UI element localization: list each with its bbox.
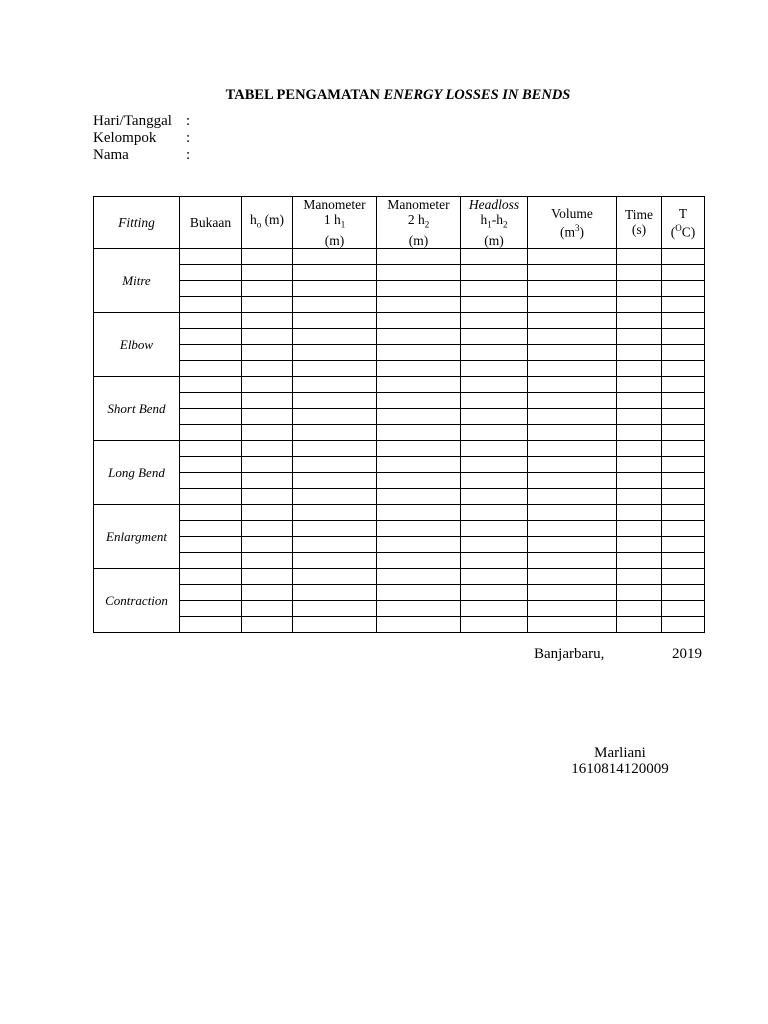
data-cell[interactable] <box>377 504 461 520</box>
data-cell[interactable] <box>293 344 377 360</box>
data-cell[interactable] <box>293 472 377 488</box>
info-row-date <box>93 113 190 130</box>
data-cell[interactable] <box>180 504 242 520</box>
data-cell[interactable] <box>662 616 705 632</box>
data-cell[interactable] <box>528 312 617 328</box>
table-row <box>94 296 705 312</box>
info-row-group <box>93 130 190 147</box>
data-cell[interactable] <box>617 264 662 280</box>
table-row <box>94 568 705 584</box>
data-cell[interactable] <box>662 280 705 296</box>
table-row <box>94 520 705 536</box>
data-cell[interactable] <box>617 424 662 440</box>
fitting-label: Enlargment <box>94 504 180 568</box>
table-row <box>94 584 705 600</box>
header-manometer-1: Manometer 1 $h_1$ (m) <box>293 197 377 249</box>
table-body <box>94 248 705 632</box>
data-cell[interactable] <box>242 344 293 360</box>
data-cell[interactable] <box>293 328 377 344</box>
data-cell[interactable] <box>662 472 705 488</box>
data-cell[interactable] <box>528 552 617 568</box>
data-cell[interactable] <box>662 376 705 392</box>
data-cell[interactable] <box>662 360 705 376</box>
data-cell[interactable] <box>242 440 293 456</box>
data-cell[interactable] <box>528 456 617 472</box>
data-cell[interactable] <box>662 440 705 456</box>
data-cell[interactable] <box>528 264 617 280</box>
data-cell[interactable] <box>662 344 705 360</box>
name-colon: : <box>186 147 191 163</box>
data-cell[interactable] <box>617 344 662 360</box>
data-cell[interactable] <box>662 504 705 520</box>
data-cell[interactable] <box>461 504 528 520</box>
data-cell[interactable] <box>180 568 242 584</box>
data-cell[interactable] <box>662 248 705 264</box>
header-temperature: T ($^O$C) <box>662 197 705 249</box>
data-cell[interactable] <box>293 424 377 440</box>
data-cell[interactable] <box>461 280 528 296</box>
data-cell[interactable] <box>293 392 377 408</box>
header-bukaan: Bukaan <box>180 197 242 249</box>
data-cell[interactable] <box>528 344 617 360</box>
data-cell[interactable] <box>528 328 617 344</box>
data-cell[interactable] <box>242 568 293 584</box>
data-cell[interactable] <box>662 296 705 312</box>
data-cell[interactable] <box>461 408 528 424</box>
header-volume: Volume $(m^3)$ <box>528 197 617 249</box>
name-label: Nama <box>93 147 129 163</box>
data-cell[interactable] <box>662 536 705 552</box>
data-cell[interactable] <box>293 488 377 504</box>
data-cell[interactable] <box>528 392 617 408</box>
date-label: Hari/Tanggal <box>93 113 172 129</box>
data-cell[interactable] <box>180 376 242 392</box>
data-cell[interactable] <box>528 504 617 520</box>
signature-block <box>530 745 710 777</box>
data-cell[interactable] <box>662 408 705 424</box>
table-row <box>94 504 705 520</box>
data-cell[interactable] <box>293 536 377 552</box>
year-label: 2019 <box>672 646 702 662</box>
data-cell[interactable] <box>293 408 377 424</box>
data-cell[interactable] <box>242 472 293 488</box>
data-cell[interactable] <box>461 312 528 328</box>
data-cell[interactable] <box>617 472 662 488</box>
data-cell[interactable] <box>461 584 528 600</box>
data-cell[interactable] <box>180 408 242 424</box>
data-cell[interactable] <box>180 296 242 312</box>
data-cell[interactable] <box>377 360 461 376</box>
data-cell[interactable] <box>377 472 461 488</box>
data-cell[interactable] <box>377 520 461 536</box>
data-cell[interactable] <box>662 456 705 472</box>
data-cell[interactable] <box>617 360 662 376</box>
data-cell[interactable] <box>293 520 377 536</box>
data-cell[interactable] <box>377 440 461 456</box>
data-cell[interactable] <box>528 536 617 552</box>
data-cell[interactable] <box>461 440 528 456</box>
data-cell[interactable] <box>180 440 242 456</box>
data-cell[interactable] <box>242 296 293 312</box>
data-cell[interactable] <box>377 248 461 264</box>
info-row-name <box>93 147 190 164</box>
data-cell[interactable] <box>662 584 705 600</box>
data-cell[interactable] <box>377 392 461 408</box>
data-cell[interactable] <box>180 488 242 504</box>
data-cell[interactable] <box>617 600 662 616</box>
data-cell[interactable] <box>180 312 242 328</box>
group-label: Kelompok <box>93 130 157 146</box>
data-cell[interactable] <box>377 312 461 328</box>
data-cell[interactable] <box>461 392 528 408</box>
data-cell[interactable] <box>617 488 662 504</box>
data-cell[interactable] <box>617 392 662 408</box>
data-cell[interactable] <box>377 280 461 296</box>
signer-id: 1610814120009 <box>571 761 669 777</box>
data-cell[interactable] <box>617 280 662 296</box>
table-row <box>94 344 705 360</box>
data-cell[interactable] <box>293 504 377 520</box>
data-cell[interactable] <box>528 520 617 536</box>
data-cell[interactable] <box>242 328 293 344</box>
data-cell[interactable] <box>461 376 528 392</box>
data-cell[interactable] <box>377 552 461 568</box>
data-cell[interactable] <box>662 520 705 536</box>
data-cell[interactable] <box>377 568 461 584</box>
data-cell[interactable] <box>617 312 662 328</box>
table-row <box>94 616 705 632</box>
data-cell[interactable] <box>662 568 705 584</box>
data-cell[interactable] <box>377 328 461 344</box>
data-cell[interactable] <box>461 488 528 504</box>
data-cell[interactable] <box>528 472 617 488</box>
header-time: Time (s) <box>617 197 662 249</box>
table-row <box>94 600 705 616</box>
data-cell[interactable] <box>242 552 293 568</box>
data-cell[interactable] <box>242 408 293 424</box>
data-cell[interactable] <box>617 440 662 456</box>
data-cell[interactable] <box>617 456 662 472</box>
data-cell[interactable] <box>242 392 293 408</box>
data-cell[interactable] <box>242 248 293 264</box>
data-cell[interactable] <box>662 312 705 328</box>
data-cell[interactable] <box>617 376 662 392</box>
data-cell[interactable] <box>293 264 377 280</box>
data-cell[interactable] <box>180 536 242 552</box>
data-cell[interactable] <box>461 616 528 632</box>
data-cell[interactable] <box>293 456 377 472</box>
data-cell[interactable] <box>377 616 461 632</box>
data-cell[interactable] <box>662 264 705 280</box>
data-cell[interactable] <box>528 584 617 600</box>
data-cell[interactable] <box>293 568 377 584</box>
data-cell[interactable] <box>242 520 293 536</box>
header-manometer-2: Manometer 2 $h_2$ (m) <box>377 197 461 249</box>
data-cell[interactable] <box>293 440 377 456</box>
data-cell[interactable] <box>662 600 705 616</box>
data-cell[interactable] <box>617 552 662 568</box>
data-cell[interactable] <box>242 600 293 616</box>
data-cell[interactable] <box>377 536 461 552</box>
data-cell[interactable] <box>377 408 461 424</box>
table-row <box>94 424 705 440</box>
table-row <box>94 360 705 376</box>
data-cell[interactable] <box>293 248 377 264</box>
data-cell[interactable] <box>180 344 242 360</box>
table-row <box>94 552 705 568</box>
data-cell[interactable] <box>293 616 377 632</box>
page-title: TABEL PENGAMATAN ENERGY LOSSES IN BENDS <box>225 87 571 103</box>
data-cell[interactable] <box>461 344 528 360</box>
data-cell[interactable] <box>377 264 461 280</box>
data-cell[interactable] <box>377 488 461 504</box>
table-row <box>94 408 705 424</box>
data-cell[interactable] <box>377 376 461 392</box>
data-cell[interactable] <box>377 456 461 472</box>
data-cell[interactable] <box>662 488 705 504</box>
data-cell[interactable] <box>180 424 242 440</box>
data-cell[interactable] <box>617 504 662 520</box>
data-cell[interactable] <box>377 584 461 600</box>
header-fitting: Fitting <box>94 197 180 249</box>
data-cell[interactable] <box>617 584 662 600</box>
table-row <box>94 440 705 456</box>
fitting-label: Mitre <box>94 248 180 312</box>
data-cell[interactable] <box>528 488 617 504</box>
data-cell[interactable] <box>242 280 293 296</box>
header-ho: $h_o$ (m) <box>242 197 293 249</box>
data-cell[interactable] <box>180 600 242 616</box>
data-cell[interactable] <box>461 248 528 264</box>
data-cell[interactable] <box>528 248 617 264</box>
data-cell[interactable] <box>180 392 242 408</box>
data-cell[interactable] <box>293 296 377 312</box>
data-cell[interactable] <box>242 536 293 552</box>
date-colon: : <box>186 113 191 129</box>
data-cell[interactable] <box>662 392 705 408</box>
data-cell[interactable] <box>617 536 662 552</box>
data-cell[interactable] <box>461 424 528 440</box>
data-cell[interactable] <box>461 600 528 616</box>
data-cell[interactable] <box>180 360 242 376</box>
data-cell[interactable] <box>180 584 242 600</box>
table-row <box>94 392 705 408</box>
table-row <box>94 248 705 264</box>
data-cell[interactable] <box>180 520 242 536</box>
fitting-label: Short Bend <box>94 376 180 440</box>
data-cell[interactable] <box>242 376 293 392</box>
data-cell[interactable] <box>461 520 528 536</box>
data-cell[interactable] <box>242 504 293 520</box>
data-cell[interactable] <box>617 248 662 264</box>
data-cell[interactable] <box>242 360 293 376</box>
data-cell[interactable] <box>180 616 242 632</box>
data-cell[interactable] <box>293 376 377 392</box>
data-cell[interactable] <box>461 264 528 280</box>
data-cell[interactable] <box>617 568 662 584</box>
table-header-row <box>94 197 705 249</box>
table-row <box>94 488 705 504</box>
fitting-label: Contraction <box>94 568 180 632</box>
place-label: Banjarbaru, <box>534 646 605 662</box>
data-cell[interactable] <box>242 616 293 632</box>
data-cell[interactable] <box>242 456 293 472</box>
table-row <box>94 264 705 280</box>
info-block <box>93 113 190 164</box>
data-cell[interactable] <box>617 296 662 312</box>
data-cell[interactable] <box>461 536 528 552</box>
data-cell[interactable] <box>528 376 617 392</box>
data-cell[interactable] <box>180 456 242 472</box>
data-cell[interactable] <box>528 280 617 296</box>
data-cell[interactable] <box>180 248 242 264</box>
data-cell[interactable] <box>293 280 377 296</box>
data-cell[interactable] <box>528 600 617 616</box>
data-cell[interactable] <box>461 328 528 344</box>
data-cell[interactable] <box>528 440 617 456</box>
observation-table <box>93 196 705 633</box>
fitting-label: Elbow <box>94 312 180 376</box>
data-cell[interactable] <box>180 264 242 280</box>
table-row <box>94 472 705 488</box>
table-row <box>94 536 705 552</box>
data-cell[interactable] <box>461 552 528 568</box>
table-row <box>94 376 705 392</box>
data-cell[interactable] <box>293 584 377 600</box>
data-cell[interactable] <box>293 600 377 616</box>
data-cell[interactable] <box>461 360 528 376</box>
data-cell[interactable] <box>528 296 617 312</box>
data-cell[interactable] <box>242 488 293 504</box>
data-cell[interactable] <box>461 568 528 584</box>
data-cell[interactable] <box>377 600 461 616</box>
data-cell[interactable] <box>528 616 617 632</box>
data-cell[interactable] <box>617 328 662 344</box>
header-headloss: Headloss $h_1-h_2$ (m) <box>461 197 528 249</box>
table-row <box>94 312 705 328</box>
data-cell[interactable] <box>242 312 293 328</box>
data-cell[interactable] <box>662 328 705 344</box>
data-cell[interactable] <box>293 552 377 568</box>
data-cell[interactable] <box>180 280 242 296</box>
data-cell[interactable] <box>662 552 705 568</box>
data-cell[interactable] <box>662 424 705 440</box>
data-cell[interactable] <box>617 520 662 536</box>
data-cell[interactable] <box>617 616 662 632</box>
data-cell[interactable] <box>242 264 293 280</box>
data-cell[interactable] <box>617 408 662 424</box>
data-cell[interactable] <box>180 552 242 568</box>
data-cell[interactable] <box>528 424 617 440</box>
table-row <box>94 328 705 344</box>
data-cell[interactable] <box>377 424 461 440</box>
data-cell[interactable] <box>377 296 461 312</box>
group-colon: : <box>186 130 191 146</box>
data-cell[interactable] <box>293 312 377 328</box>
data-cell[interactable] <box>180 472 242 488</box>
fitting-label: Long Bend <box>94 440 180 504</box>
data-cell[interactable] <box>528 360 617 376</box>
data-cell[interactable] <box>180 328 242 344</box>
table-row <box>94 280 705 296</box>
table-row <box>94 456 705 472</box>
data-cell[interactable] <box>528 408 617 424</box>
data-cell[interactable] <box>242 424 293 440</box>
data-cell[interactable] <box>293 360 377 376</box>
signer-name: Marliani <box>594 745 646 761</box>
data-cell[interactable] <box>528 568 617 584</box>
data-cell[interactable] <box>242 584 293 600</box>
data-cell[interactable] <box>461 296 528 312</box>
data-cell[interactable] <box>461 472 528 488</box>
data-cell[interactable] <box>461 456 528 472</box>
data-cell[interactable] <box>377 344 461 360</box>
